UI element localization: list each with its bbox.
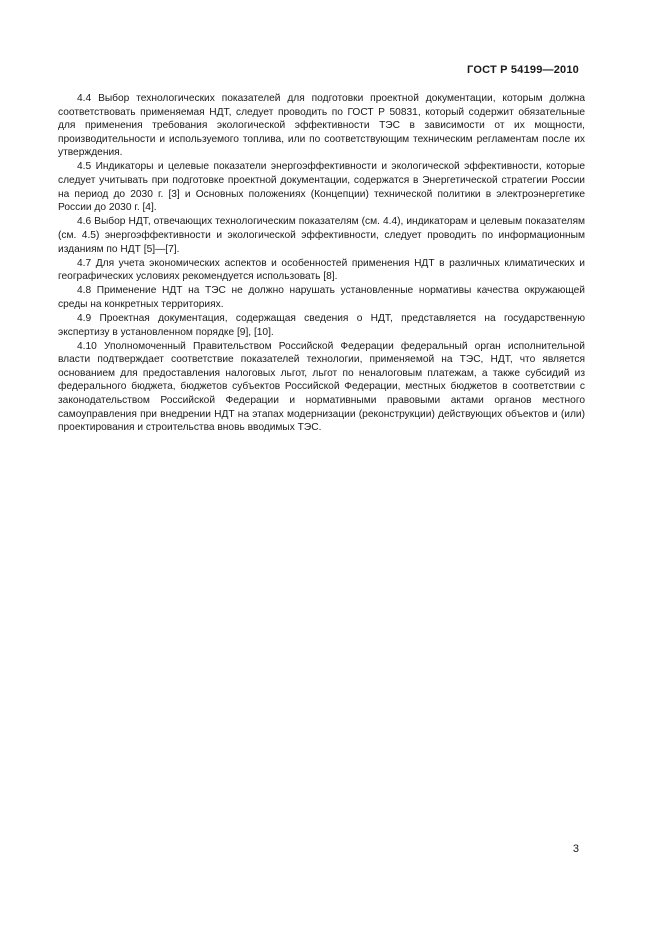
page-number: 3	[572, 843, 579, 855]
paragraph-4-5: 4.5 Индикаторы и целевые показатели энергоэффективности и экологической эффективности, которые следует учитывать при подготовке проектной документации, содержатся в Энергетической стратегии России на период до 2030 г. [3] и Основных положениях (Концепции) технической политики в электроэнергетике России до 2030 г. [4].	[58, 161, 585, 214]
paragraph-4-6: 4.6 Выбор НДТ, отвечающих технологическим показателям (см. 4.4), индикаторам и целевым показателям (см. 4.5) энергоэффективности и экологической эффективности, следует проводить по информационным изданиям по НДТ [5]—[7].	[58, 216, 585, 255]
paragraph-4-4: 4.4 Выбор технологических показателей для подготовки проектной документации, которым должна соответствовать применяемая НДТ, следует проводить по ГОСТ Р 50831, который содержит обязательные для применения требования экологической эффективности ТЭС в зависимости от их мощности, производительности и используемого топлива, или по соответствующим техническим регламентам после их утверждения.	[58, 93, 585, 159]
paragraph-4-9: 4.9 Проектная документация, содержащая сведения о НДТ, представляется на государственную экспертизу в установленном порядке [9], [10].	[58, 313, 585, 338]
paragraph-4-7: 4.7 Для учета экономических аспектов и особенностей применения НДТ в различных климатических и географических условиях рекомендуется использовать [8].	[58, 257, 585, 283]
document-body	[58, 92, 585, 435]
paragraph-4-8: 4.8 Применение НДТ на ТЭС не должно нарушать установленные нормативы качества окружающей среды на конкретных территориях.	[58, 285, 585, 310]
paragraph-4-10: 4.10 Уполномоченный Правительством Российской Федерации федеральный орган исполнительной власти подтверждает соответствие показателей технологии, применяемой на ТЭС, НДТ, что является основанием для предоставления налоговых льгот, льгот по неналоговым платежам, а также субсидий из федерального бюджета, бюджетов субъектов Российской Федерации, местных бюджетов в соответствии с законодательством Российской Федерации и нормативными правовыми актами органов местного самоуправления при внедрении НДТ на этапах модернизации (реконструкции) действующих объектов и (или) проектирования и строительства вновь вводимых ТЭС.	[58, 340, 585, 434]
standard-code-header: ГОСТ Р 54199—2010	[467, 64, 579, 76]
